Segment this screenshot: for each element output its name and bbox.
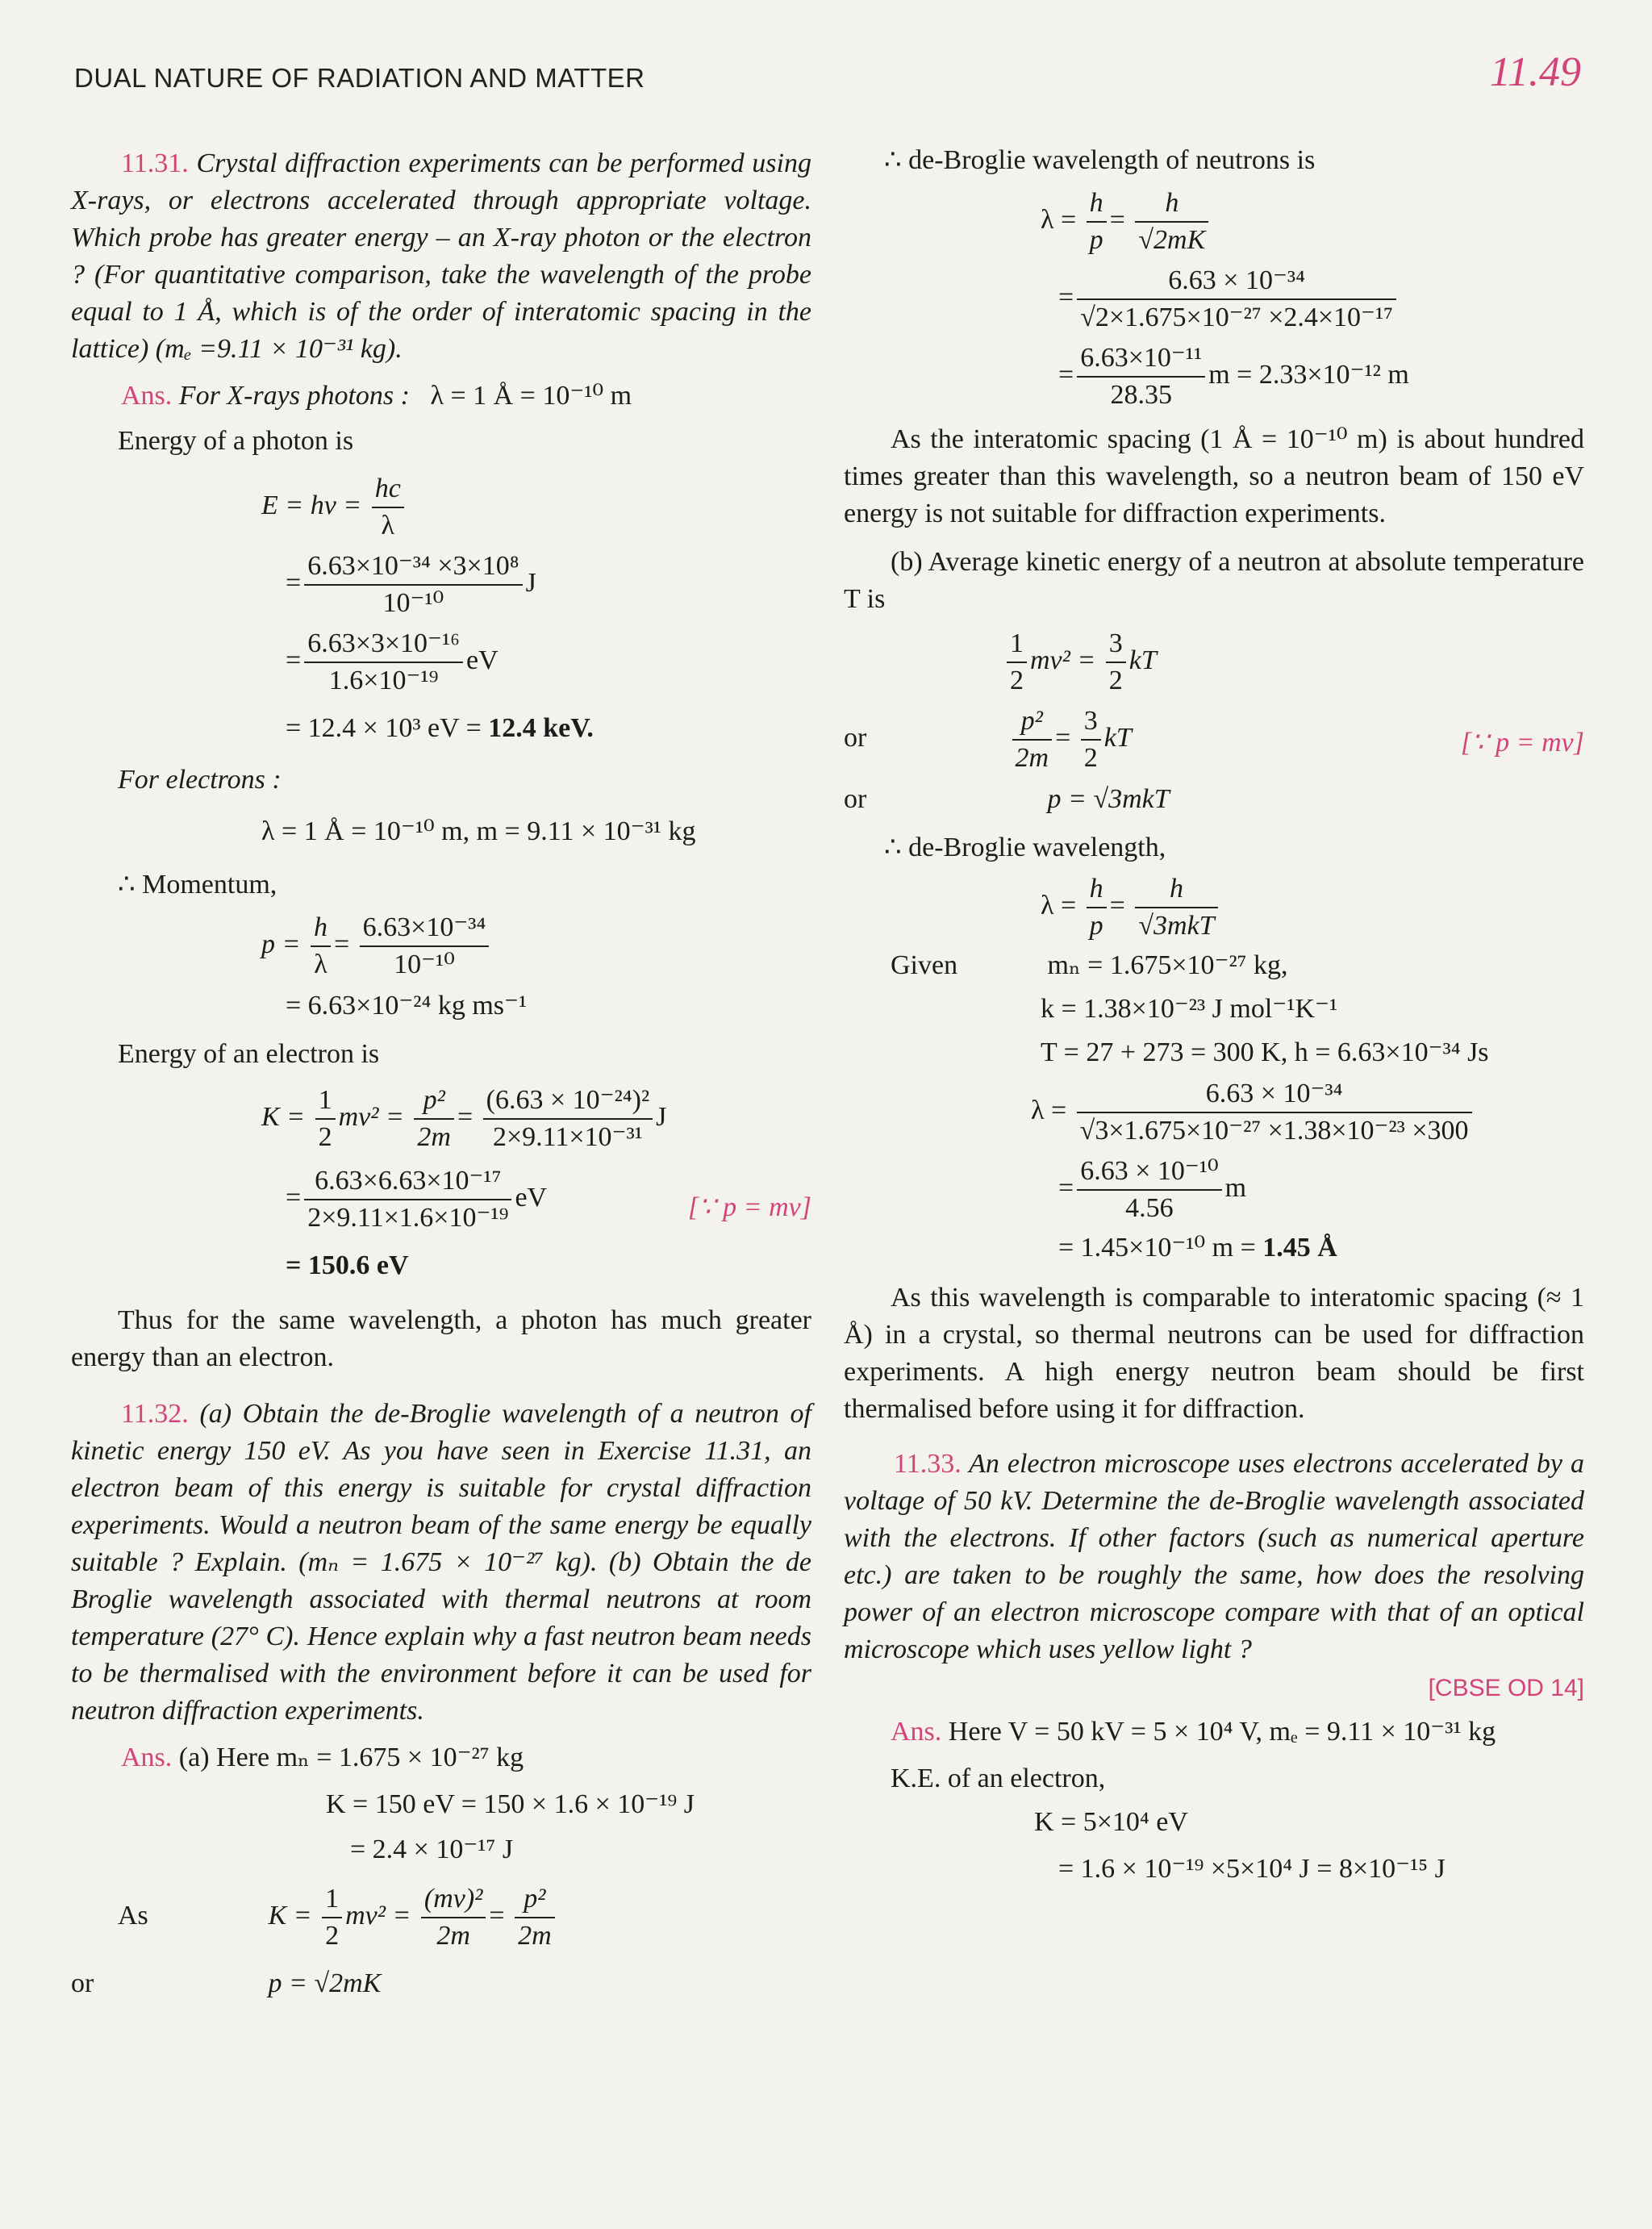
equation-e2: = $\frac{\text{6.63×10⁻³⁴ ×3×10⁸}}{\text{10⁻¹⁰}}$ J [71,549,811,621]
equation-r1: λ = $\frac{h}{p}$ = $\frac{h}{√2mK}$ [844,186,1584,258]
note-p-mv: [∵ p = mv] [1460,728,1584,758]
answer-a-text: (a) Here mₙ = 1.675 × 10⁻²⁷ kg [178,1743,524,1772]
conclusion-paragraph: Thus for the same wavelength, a photon has much greater energy than an electron. [71,1305,811,1372]
as-label: As [118,1900,148,1931]
question-text: Crystal diffraction experiments can be performed using X-rays, or electrons accelerated through appropriate voltage. Which probe has greater energy – an X-ray photon or the electron ? (For quantitative comparison, take the wavelength of the probe equal to 1 Å, which is of the order of interatomic spacing in the lattice) (mₑ =9.11 × 10⁻³¹ kg). [71,148,811,364]
part-b-paragraph: (b) Average kinetic energy of a neutron at absolute temperature T is [844,547,1584,614]
answer-label: Ans. [121,1743,173,1772]
note-p-mv: [∵ p = mv] [687,1192,811,1222]
answer-text: Here V = 50 kV = 5 × 10⁴ V, mₑ = 9.11 × 10⁻³¹ kg [948,1717,1496,1747]
page-number: 11.49 [1489,49,1581,95]
equation-b7: = 1.45×10⁻¹⁰ m = 1.45 Å [1058,1233,1337,1263]
right-column [844,137,1584,1888]
electron-given: λ = 1 Å = 10⁻¹⁰ m, m = 9.11 × 10⁻³¹ kg [261,816,696,846]
question-text: An electron microscope uses electrons accelerated by a voltage of 50 kV. Determine the de-Broglie wavelength associated with the electrons. If other factors (such as numerical aperture etc.) are taken to be roughly the same, how does the resolving power of an electron microscope compare with that of an optical microscope which uses yellow light ? [844,1449,1584,1664]
momentum-result: = 6.63×10⁻²⁴ kg ms⁻¹ [286,991,528,1021]
question-number: 11.32. [121,1399,189,1429]
answer-label: Ans. [891,1717,942,1747]
spacing-paragraph: As the interatomic spacing (1 Å = 10⁻¹⁰ m) is about hundred times greater than this wavelength, so a neutron beam of 150 eV energy is not suitable for diffraction experiments. [844,424,1584,528]
answer-lead [71,378,811,415]
momentum-label: ∴ Momentum, [118,870,277,900]
equation-or-p: or p = √2mK [71,1965,811,2002]
thermal-neutron-paragraph: As this wavelength is comparable to interatomic spacing (≈ 1 Å) in a crystal, so thermal neutrons can be used for diffraction experiments. A high energy neutron beam should be first thermalised before using it for diffraction. [844,1283,1584,1424]
question-11-33 [844,1446,1584,1668]
answer-lead-text: For X-rays photons : [178,381,410,411]
equation-r3: = $\frac{\text{6.63×10⁻¹¹}}{28.35}$ m = 2.33×10⁻¹² m [844,340,1584,413]
debroglie-wavelength-label: ∴ de-Broglie wavelength, [884,833,1166,862]
equation-b6: = $\frac{\text{6.63 × 10⁻¹⁰}}{4.56}$ m [844,1154,1584,1226]
or-label: or [844,722,867,753]
question-number: 11.31. [121,148,189,178]
photon-energy-label: Energy of a photon is [118,426,354,456]
given-line-1: Given mₙ = 1.675×10⁻²⁷ kg, [844,947,1584,984]
answer-a [71,1739,811,1776]
question-11-31 [71,145,811,368]
equation-b5: λ = $\frac{\text{6.63 × 10⁻³⁴}}{\text{√3×1.675×10⁻²⁷ ×1.38×10⁻²³ ×300}}$ [844,1076,1584,1149]
equation-k3: = 150.6 eV [286,1250,409,1280]
equation-as: As K = $\frac{1}{2}$ mv² = $\frac{\text{(mv)²}}{2m}$ = $\frac{\text{p²}}{2m}$ [71,1881,811,1954]
question-text: (a) Obtain the de-Broglie wavelength of a neutron of kinetic energy 150 eV. As you have seen in Exercise 11.31, an electron beam of this energy is suitable for crystal diffraction experiments. Would a neutron beam of the same energy be equally suitable ? Explain. (mₙ = 1.675 × 10⁻²⁷ kg). (b) Obtain the de Broglie wavelength associated with thermal neutrons at room temperature (27° C). Hence explain why a fast neutron beam needs to be thermalised with the environment before it can be used for neutron diffraction experiments. [71,1399,811,1726]
wavelength-equation: λ = 1 Å = 10⁻¹⁰ m [430,381,632,411]
or-label: or [71,1968,94,1998]
equation-b4: λ = $\frac{h}{p}$ = $\frac{h}{\text{√3mkT}}$ [844,871,1584,944]
electron-energy-label: Energy of an electron is [118,1039,380,1069]
for-electrons-label: For electrons : [118,765,282,795]
left-column [71,137,811,2002]
equation-e4: = 12.4 × 10³ eV = 12.4 keV. [286,713,594,743]
exam-reference: [CBSE OD 14] [1428,1675,1584,1701]
or-label: or [844,784,867,814]
equation-b1: $\frac{1}{2}$ mv² = $\frac{3}{2}$ kT [844,626,1584,699]
debroglie-intro: ∴ de-Broglie wavelength of neutrons is [884,145,1316,175]
equation-e3: = $\frac{\text{6.63×3×10⁻¹⁶}}{\text{1.6×10⁻¹⁹}}$ eV [71,626,811,699]
given-label: Given [891,950,958,980]
equation-ke1: K = 5×10⁴ eV [1034,1807,1188,1837]
equation-ke2: = 1.6 × 10⁻¹⁹ ×5×10⁴ J = 8×10⁻¹⁵ J [1058,1854,1446,1884]
chapter-title: DUAL NATURE OF RADIATION AND MATTER [74,63,645,93]
equation-r2: = $\frac{\text{6.63 × 10⁻³⁴}}{\text{√2×1.675×10⁻²⁷ ×2.4×10⁻¹⁷}}$ [844,263,1584,336]
equation-b2: or $\frac{\text{p²}}{2m}$ = $\frac{3}{2}$ kT [∵ p = mv] [844,703,1584,776]
equation-e1: E = hν = $\frac{hc}{\lambda}$ [71,471,811,544]
question-number: 11.33. [894,1449,962,1479]
equation-k1: K = $\frac{1}{2}$ mv² = $\frac{\text{p²}}{2m}$ = $\frac{\text{(6.63 × 10⁻²⁴)²}}{\text{2×9.11×10⁻³¹}}$ J [71,1083,811,1155]
question-11-32 [71,1396,811,1730]
answer-label: Ans. [121,381,173,411]
equation-k-2-4: = 2.4 × 10⁻¹⁷ J [350,1835,514,1864]
equation-k-150: K = 150 eV = 150 × 1.6 × 10⁻¹⁹ J [326,1789,695,1819]
equation-b3: or p = √3mkT [844,781,1584,818]
ke-label: K.E. of an electron, [891,1764,1106,1793]
answer-11-33 [844,1713,1584,1751]
given-line-2: k = 1.38×10⁻²³ J mol⁻¹K⁻¹ [1041,994,1338,1024]
equation-momentum: p = $\frac{h}{\lambda}$ = $\frac{\text{6.63×10⁻³⁴}}{\text{10⁻¹⁰}}$ [71,910,811,983]
given-line-3: T = 27 + 273 = 300 K, h = 6.63×10⁻³⁴ Js [1041,1037,1489,1067]
equation-k2: = $\frac{\text{6.63×6.63×10⁻¹⁷}}{\text{2×9.11×1.6×10⁻¹⁹}}$ eV [∵ p = mv] [71,1163,811,1236]
